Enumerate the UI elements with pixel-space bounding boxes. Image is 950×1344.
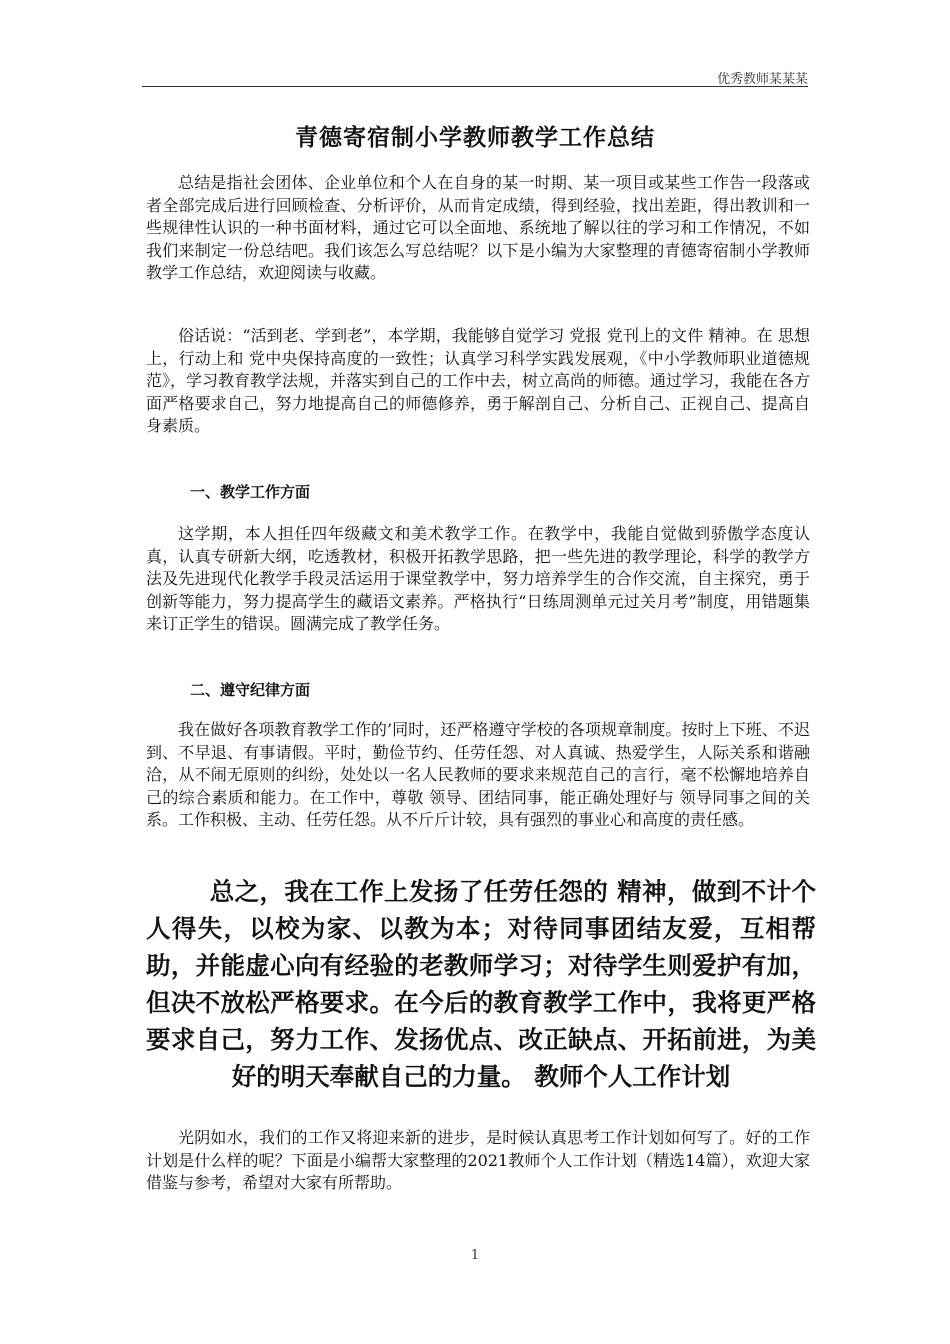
section-1-body: 这学期，本人担任四年级藏文和美术教学工作。在教学中，我能自觉做到骄傲学态度认真，认真专研新大纲，吃透教材，积极开拓教学思路，把一些先进的教学理论，科学的教学方法及先进现代化教学手段灵活运用于课堂教学中，努力培养学生的合作交流，自主探究，勇于创新等能力，努力提高学生的藏语文素养。严格执行“日练周测单元过关月考”制度，用错题集来订正学生的错误。圆满完成了教学任务。 — [146, 524, 810, 633]
page-number: 1 — [470, 1248, 480, 1263]
section-1-heading: 一、教学工作方面 — [190, 483, 311, 501]
paragraph-1: 俗话说：“活到老、学到老”，本学期，我能够自觉学习 党报 党刊上的文件 精神。在 思想上，行动上和 党中央保持高度的一致性；认真学习科学实践发展观，《中小学教师职业道德规范》，学习教育教学法规，并落实到自己的工作中去，树立高尚的师德。通过学习，我能在各方面严格要求自己，努力地提高自己的师德修养，勇于解剖自己、分析自己、正视自己、提高自身素质。 — [146, 326, 811, 435]
section-2-heading: 二、遵守纪律方面 — [190, 681, 311, 699]
closing-paragraph: 光阴如水，我们的工作又将迎来新的进步，是时候认真思考工作计划如何写了。好的工作计划是什么样的呢？下面是小编帮大家整理的2021教师个人工作计划（精选14篇），欢迎大家借鉴与参考，希望对大家有所帮助。 — [146, 1128, 810, 1192]
conclusion-paragraph: 总之，我在工作上发扬了任劳任怨的 精神，做到不计个人得失，以校为家、以教为本；对待同事团结友爱，互相帮助，并能虚心向有经验的老教师学习；对待学生则爱护有加，但决不放松严格要求。在今后的教育教学工作中，我将更严格要求自己，努力工作、发扬优点、改正缺点、开拓前进，为美好的明天奉献自己的力量。 教师个人工作计划 — [146, 877, 816, 1091]
header-rule — [142, 86, 808, 87]
page-header: 优秀教师某某某 — [716, 72, 808, 87]
intro-paragraph: 总结是指社会团体、企业单位和个人在自身的某一时期、某一项目或某些工作告一段落或者全部完成后进行回顾检查、分析评价，从而肯定成绩，得到经验，找出差距，得出教训和一些规律性认识的一种书面材料，通过它可以全面地、系统地了解以往的学习和工作情况，不如我们来制定一份总结吧。我们该怎么写总结呢？以下是小编为大家整理的青德寄宿制小学教师教学工作总结，欢迎阅读与收藏。 — [146, 173, 810, 282]
section-2-body: 我在做好各项教育教学工作的’同时，还严格遵守学校的各项规章制度。按时上下班、不迟到、不早退、有事请假。平时，勤俭节约、任劳任怨、对人真诚、热爱学生，人际关系和谐融洽，从不闹无原则的纠纷，处处以一名人民教师的要求来规范自己的言行，毫不松懈地培养自己的综合素质和能力。在工作中，尊敬 领导、团结同事，能正确处理好与 领导同事之间的关系。工作积极、主动、任劳任怨。从不斤斤计较，具有强烈的事业心和高度的责任感。 — [146, 720, 810, 829]
document-title: 青德寄宿制小学教师教学工作总结 — [295, 125, 655, 151]
